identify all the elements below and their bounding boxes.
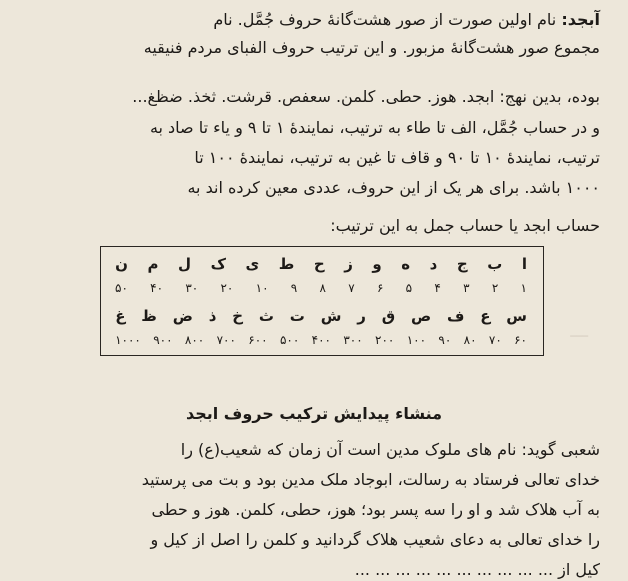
table-number: ۱۰۰ bbox=[406, 333, 427, 347]
table-number: ۴۰۰ bbox=[311, 333, 331, 347]
table-row-letters-1 bbox=[115, 255, 527, 273]
section-line-2: خدای تعالی فرستاد به رسالت، ابوجاد ملک مدین بود و بت می پرستید bbox=[141, 470, 600, 489]
lead-term: آبجد: bbox=[561, 10, 600, 29]
paragraph-line-1: آبجد: نام اولین صورت از صور هشت‌گانهٔ حروف جُمَّل. نام bbox=[213, 10, 600, 29]
paragraph-line-4: و در حساب جُمَّل، الف تا طاء به ترتیب، نمایندهٔ ۱ تا ۹ و یاء تا صاد به bbox=[149, 118, 600, 137]
table-number: ۷ bbox=[348, 281, 355, 295]
table-letter: ت bbox=[289, 307, 305, 325]
table-letter: ک bbox=[210, 255, 226, 273]
table-number: ۱۰۰۰ bbox=[115, 333, 141, 347]
table-number: ۲ bbox=[491, 281, 499, 295]
table-number: ۷۰۰ bbox=[216, 333, 236, 347]
table-letter: غ bbox=[115, 307, 126, 325]
table-number: ۵۰ bbox=[115, 281, 128, 295]
table-number: ۹ bbox=[290, 281, 298, 295]
paragraph-line-6: ۱۰۰۰ باشد. برای هر یک از این حروف، عددی معین کرده اند به bbox=[187, 178, 600, 197]
table-letter: ض bbox=[172, 307, 193, 325]
table-letter: ح bbox=[313, 255, 325, 273]
table-number: ۹۰۰ bbox=[153, 333, 173, 347]
table-letter: ظ bbox=[141, 307, 157, 325]
table-number: ۱ bbox=[520, 281, 527, 295]
table-number: ۳۰۰ bbox=[343, 333, 363, 347]
table-number: ۲۰ bbox=[220, 281, 234, 295]
table-number: ۶ bbox=[376, 281, 384, 295]
table-letter: ف bbox=[446, 307, 465, 325]
table-row-numbers-2 bbox=[115, 331, 527, 349]
table-number: ۳ bbox=[463, 281, 470, 295]
section-line-4: را خدای تعالی به دعای شعیب هلاک گردانید و کلمن را اصل از کیل و bbox=[150, 530, 600, 549]
bleed-through-text: ـــ bbox=[570, 318, 588, 342]
table-number: ۸۰۰ bbox=[184, 333, 205, 347]
table-number: ۲۰۰ bbox=[375, 333, 395, 347]
table-number: ۳۰ bbox=[185, 281, 199, 295]
table-number: ۴ bbox=[434, 281, 441, 295]
table-letter: ص bbox=[410, 307, 432, 325]
table-row-numbers-1 bbox=[115, 279, 527, 297]
table-letter: ب bbox=[487, 255, 503, 273]
table-letter: ر bbox=[357, 307, 366, 325]
table-letter: ق bbox=[381, 307, 396, 325]
table-number: ۶۰۰ bbox=[248, 333, 268, 347]
paragraph-line-5: ترتیب، نمایندهٔ ۱۰ تا ۹۰ و قاف تا غین به ترتیب، نمایندهٔ ۱۰۰ تا bbox=[194, 148, 600, 167]
table-letter: ه bbox=[401, 255, 411, 273]
paragraph-line-2: مجموع صور هشت‌گانهٔ مزبور. و این ترتیب حروف الفبای مردم فنیقیه bbox=[143, 38, 600, 57]
table-number: ۸ bbox=[319, 281, 326, 295]
table-letter: ذ bbox=[208, 307, 217, 325]
table-letter: ش bbox=[320, 307, 342, 325]
table-letter: ز bbox=[344, 255, 353, 273]
section-line-3: به آب هلاک شد و او را سه پسر بود؛ هوز، حطی، کلمن. هوز و حطی bbox=[151, 500, 600, 519]
table-letter: د bbox=[429, 255, 438, 273]
paragraph-line-3: بوده، بدین نهج: ابجد. هوز. حطی. کلمن. سعفص. قرشت. ثخذ. ضظغ... bbox=[132, 87, 600, 106]
table-number: ۸۰ bbox=[463, 333, 477, 347]
section-heading: منشاء پیدایش ترکیب حروف ابجد bbox=[185, 404, 443, 423]
section-line-1: شعبی گوید: نام های ملوک مدین است آن زمان که شعیب(ع) را bbox=[180, 440, 600, 459]
abjad-table bbox=[100, 246, 544, 356]
table-letter: ی bbox=[245, 255, 260, 273]
table-letter: ث bbox=[258, 307, 274, 325]
table-letter: ع bbox=[480, 307, 491, 325]
table-letter: م bbox=[147, 255, 159, 273]
paragraph-line-7: حساب ابجد یا حساب جمل به این ترتیب: bbox=[330, 216, 600, 235]
table-number: ۶۰ bbox=[514, 333, 527, 347]
table-letter: ا bbox=[521, 255, 527, 273]
table-letter: س bbox=[506, 307, 527, 325]
table-letter: ط bbox=[278, 255, 295, 273]
table-letter: ل bbox=[178, 255, 192, 273]
table-number: ۷۰ bbox=[488, 333, 502, 347]
table-number: ۵۰۰ bbox=[279, 333, 300, 347]
table-letter: ن bbox=[115, 255, 128, 273]
table-letter: ج bbox=[456, 255, 468, 273]
section-line-5: کیل از ... ... ... ... ... ... ... ... ... ... bbox=[354, 560, 600, 579]
table-row-letters-2 bbox=[115, 307, 527, 325]
table-number: ۴۰ bbox=[150, 281, 164, 295]
table-number: ۱۰ bbox=[255, 281, 269, 295]
table-letter: و bbox=[372, 255, 382, 273]
table-letter: خ bbox=[232, 307, 244, 325]
table-number: ۵ bbox=[405, 281, 413, 295]
table-number: ۹۰ bbox=[438, 333, 452, 347]
